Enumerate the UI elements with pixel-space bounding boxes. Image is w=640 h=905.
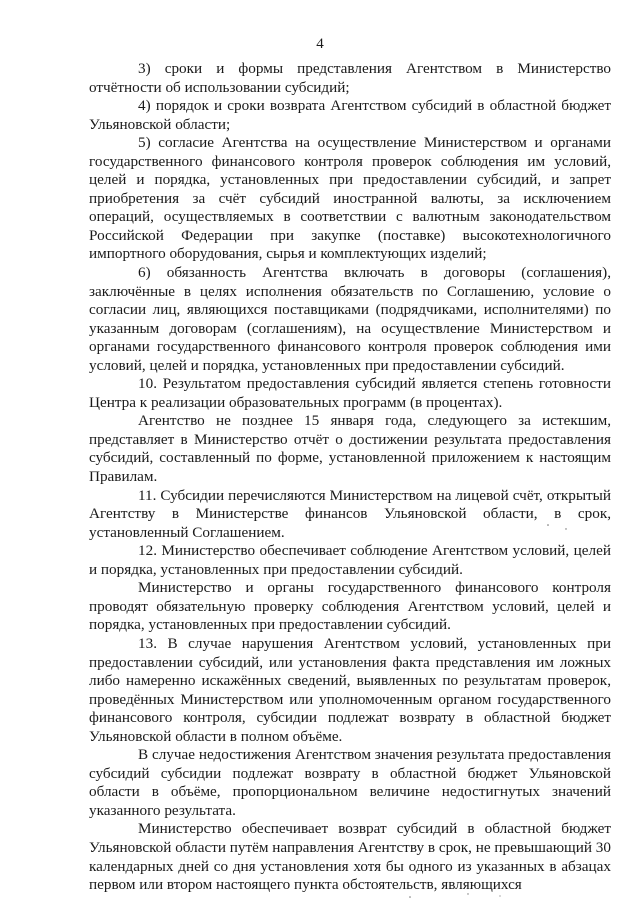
paragraph-item-5: 5) согласие Агентства на осуществление Министерством и органами государственного финансового контроля проверок соблюдения им условий, целей и порядка, установленных при предоставлении субсидий, и запрет приобретения за счёт субсидий иностранной валюты, за исключением операций, осуществляемых в соответствии с валютным законодательством Российской Федерации при закупке (поставке) высокотехнологичного импортного оборудования, сырья и комплектующих изделий; bbox=[89, 134, 611, 263]
paragraph-non-achievement: В случае недостижения Агентством значения результата предоставления субсидий субсидии подлежат возврату в областной бюджет Ульяновской области в объёме, пропорциональном величине недостигнутых значений указанного результата. bbox=[89, 746, 611, 819]
document-body bbox=[89, 60, 611, 895]
paragraph-clause-12: 12. Министерство обеспечивает соблюдение Агентством условий, целей и порядка, установленных при предоставлении субсидий. bbox=[89, 542, 611, 578]
paragraph-clause-11: 11. Субсидии перечисляются Министерством на лицевой счёт, открытый Агентству в Министерстве финансов Ульяновской области, в срок, установленный Соглашением. bbox=[89, 486, 611, 541]
paragraph-refund-procedure: Министерство обеспечивает возврат субсидий в областной бюджет Ульяновской области путём направления Агентству в срок, не превышающий 30 календарных дней со дня установления хотя бы одного из указанных в абзацах первом или втором настоящего пункта обстоятельств, являющихся bbox=[89, 820, 611, 894]
paragraph-item-4: 4) порядок и сроки возврата Агентством субсидий в областной бюджет Ульяновской области; bbox=[89, 97, 611, 133]
paragraph-mandatory-check: Министерство и органы государственного финансового контроля проводят обязательную проверку соблюдения Агентством условий, целей и порядка, установленных при предоставлении субсидий. bbox=[89, 579, 611, 634]
paragraph-clause-10: 10. Результатом предоставления субсидий является степень готовности Центра к реализации образовательных программ (в процентах). bbox=[89, 375, 611, 411]
page-number: 4 bbox=[316, 36, 324, 52]
paragraph-item-3: 3) сроки и формы представления Агентством в Министерство отчётности об использовании субсидий; bbox=[89, 60, 611, 96]
paragraph-clause-13: 13. В случае нарушения Агентством условий, установленных при предоставлении субсидий, или установления факта представления им ложных либо намеренно искажённых сведений, выявленных по результатам проверок, проведённых Министерством или уполномоченным органом государственного финансового контроля, субсидии подлежат возврату в областной бюджет Ульяновской области в полном объёме. bbox=[89, 634, 611, 745]
paragraph-report-deadline: Агентство не позднее 15 января года, следующего за истекшим, представляет в Министерство отчёт о достижении результата предоставления субсидий, составленный по форме, установленной приложением к настоящим Правилам. bbox=[89, 412, 611, 486]
paragraph-item-6: 6) обязанность Агентства включать в договоры (соглашения), заключённые в целях исполнения обязательств по Соглашению, условие о согласии лиц, являющихся поставщиками (подрядчиками, исполнителями) по указанным договорам (соглашениям), на осуществление Министерством и органами государственного финансового контроля проверок соблюдения ими условий, целей и порядка, установленных при предоставлении субсидий. bbox=[89, 264, 611, 374]
